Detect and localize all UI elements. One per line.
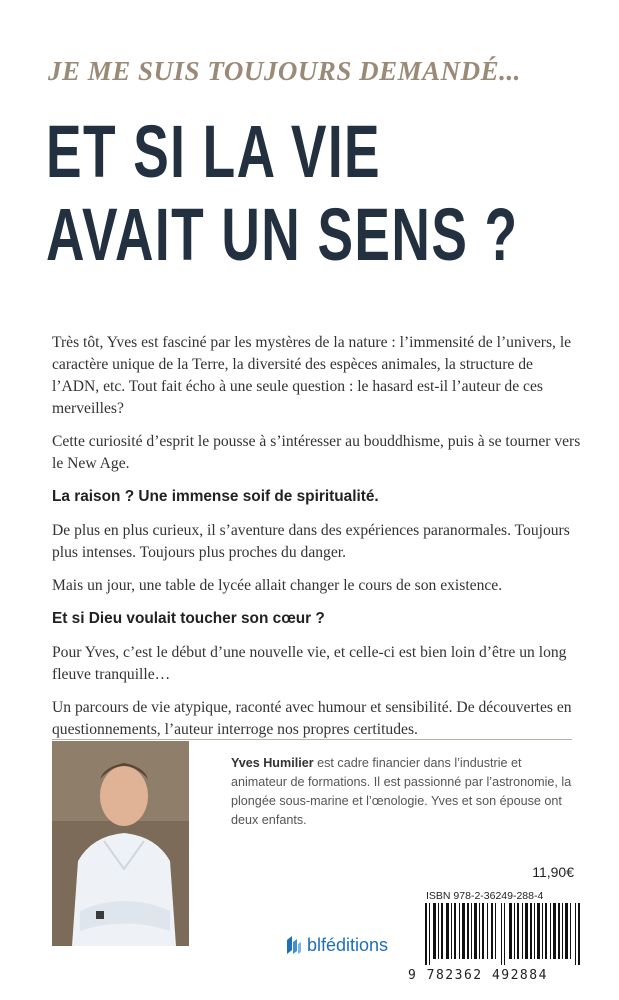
- paragraph-4: Mais un jour, une table de lycée allait changer le cours de son existence.: [52, 577, 503, 594]
- back-cover-text: [52, 332, 582, 752]
- lead-line-1: La raison ? Une immense soif de spiritualité.: [52, 488, 379, 505]
- author-portrait-icon: [52, 741, 189, 946]
- isbn: ISBN 978-2-36249-288-4: [426, 890, 544, 902]
- barcode-icon: [425, 903, 585, 965]
- title-line-2: AVAIT UN SENS ?: [46, 193, 519, 276]
- paragraph-5: Pour Yves, c’est le début d’une nouvelle vie, et celle-ci est bien loin d’être un long fleuve tranquille…: [52, 644, 567, 683]
- lead-line-2: Et si Dieu voulait toucher son cœur ?: [52, 610, 325, 627]
- cover-kicker: JE ME SUIS TOUJOURS DEMANDÉ...: [48, 56, 521, 86]
- paragraph-2: Cette curiosité d’esprit le pousse à s’intéresser au bouddhisme, puis à se tourner vers le New Age.: [52, 433, 581, 472]
- publisher-logo: [285, 934, 388, 956]
- paragraph-3: De plus en plus curieux, il s’aventure dans des expériences paranormales. Toujours plus intenses. Toujours plus proches du danger.: [52, 522, 570, 561]
- price: 11,90€: [532, 864, 574, 880]
- title-line-1: ET SI LA VIE: [46, 110, 382, 193]
- author-photo: [52, 741, 189, 946]
- book-logo-icon: [285, 934, 303, 956]
- paragraph-1: Très tôt, Yves est fasciné par les mystères de la nature : l’immensité de l’univers, le caractère unique de la Terre, la diversité des espèces animales, la structure de l’ADN, etc. Tout fait écho à une seule question : le hasard est-il l’auteur de ces merveilles?: [52, 334, 572, 417]
- section-divider: [52, 739, 572, 740]
- barcode-number: 9 782362 492884: [408, 968, 548, 983]
- book-title: [46, 110, 593, 276]
- author-name: Yves Humilier: [231, 756, 314, 770]
- paragraph-6: Un parcours de vie atypique, raconté avec humour et sensibilité. De découvertes en questionnements, l’auteur interroge nos propres certitudes.: [52, 699, 572, 738]
- author-bio-text: est cadre financier dans l’industrie et animateur de formations. Il est passionné par l’astronomie, la plongée sous-marine et l’œnologie. Yves et son épouse ont deux enfants.: [231, 756, 572, 827]
- publisher-name: blféditions: [307, 934, 389, 955]
- author-bio: [231, 754, 581, 830]
